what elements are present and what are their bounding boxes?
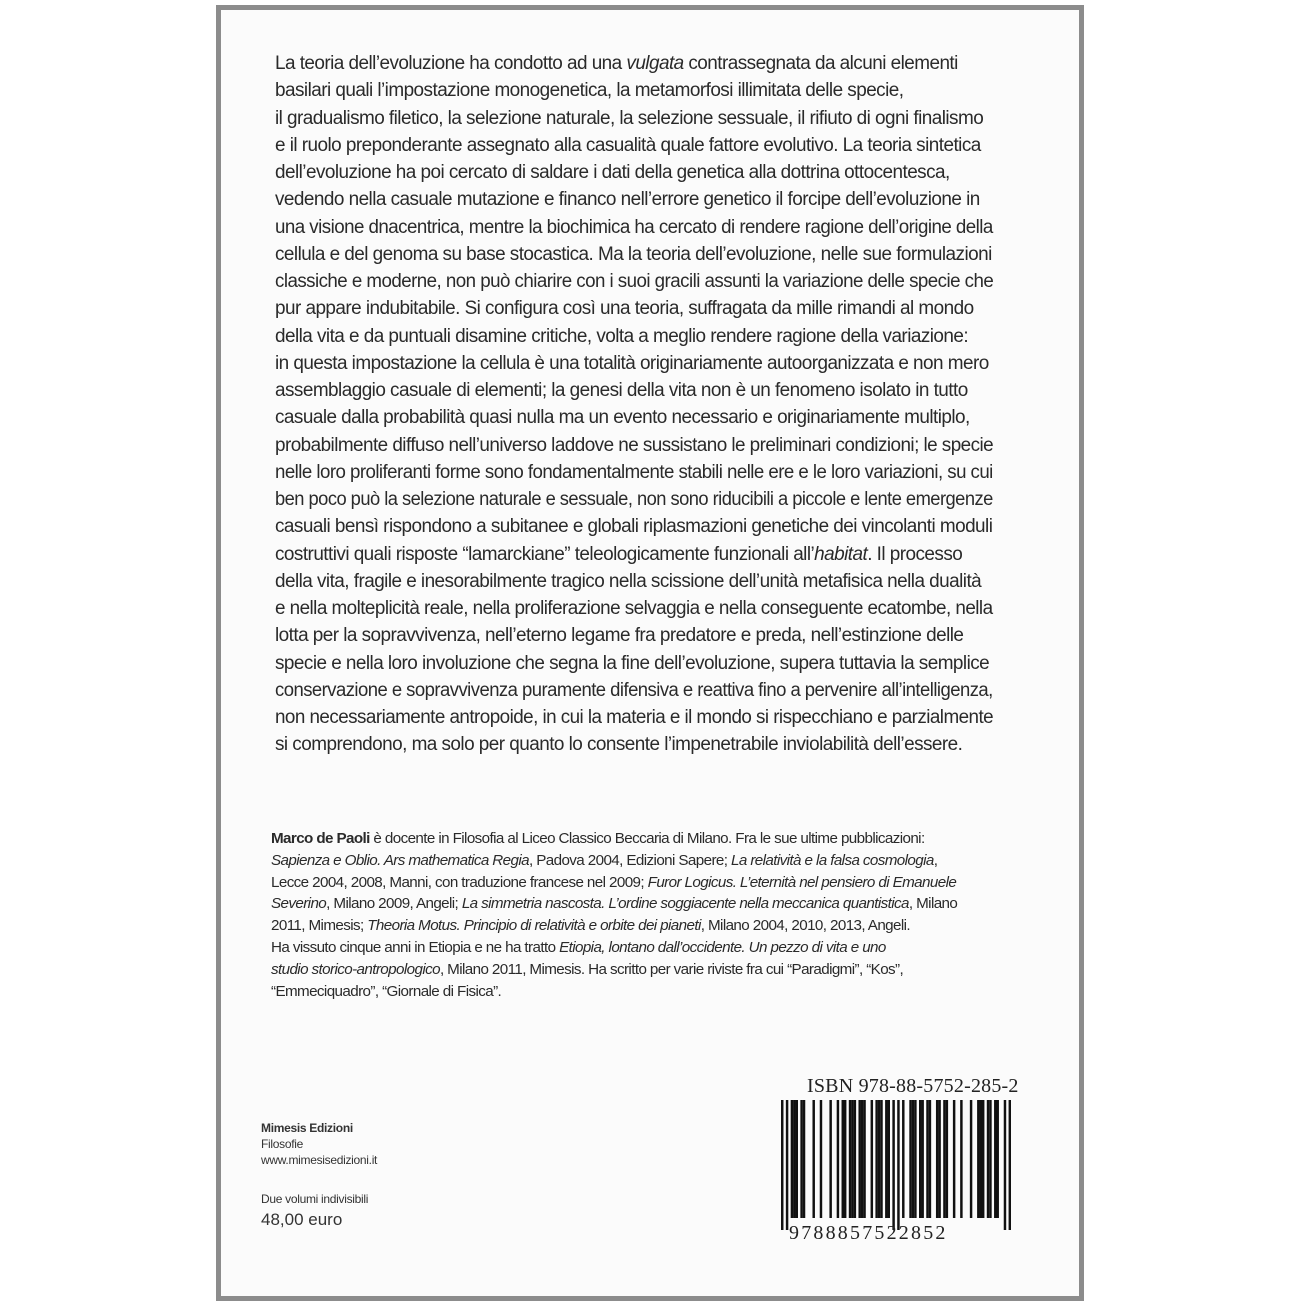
barcode-bar — [902, 1100, 904, 1218]
italic-title: La simmetria nascosta. L’ordine soggiacente nella meccanica quantistica — [461, 895, 909, 913]
blurb-line: La teoria dell’evoluzione ha condotto ad una vulgata contrassegnata da alcuni elementi — [275, 53, 958, 74]
italic-title: habitat — [814, 543, 868, 565]
bio-line: “Emmeciquadro”, “Giornale di Fisica”. — [271, 982, 502, 1000]
barcode-bar — [820, 1100, 822, 1218]
publisher-website: www.mimesisedizioni.it — [261, 1153, 378, 1167]
blurb-line: specie e nella loro involuzione che segna la fine dell’evoluzione, supera tuttavia la semplice — [275, 652, 990, 674]
price-note: Due volumi indivisibili — [261, 1192, 369, 1206]
italic-title: Sapienza e Oblio. Ars mathematica Regia — [271, 851, 529, 869]
italic-title: La relatività e la falsa cosmologia — [731, 851, 934, 869]
barcode-bar — [1004, 1100, 1006, 1230]
barcode-bar — [781, 1100, 783, 1230]
bio-line: 2011, Mimesis; Theoria Motus. Principio di relatività e orbite dei pianeti, Milano 2004, 2010, 2013, Angeli. — [271, 917, 911, 935]
italic-title: Severino — [271, 895, 327, 913]
barcode-bar — [861, 1100, 863, 1218]
bio-line: studio storico-antropologico, Milano 2011, Mimesis. Ha scritto per varie riviste fra cui “Paradigmi”, “Kos”, — [271, 960, 904, 978]
barcode-bar — [953, 1100, 955, 1218]
bio-line: Lecce 2004, 2008, Manni, con traduzione francese nel 2009; Furor Logicus. L’eternità nel pensiero di Emanuele — [271, 873, 957, 891]
price-block — [261, 1192, 368, 1230]
price: 48,00 euro — [261, 1210, 343, 1229]
bio-line: Sapienza e Oblio. Ars mathematica Regia, Padova 2004, Edizioni Sapere; La relatività e la falsa cosmologia, — [271, 851, 938, 869]
blurb-line: lotta per la sopravvivenza, nell’eterno legame fra predatore e preda, nell’estinzione delle — [275, 625, 964, 647]
barcode-bar — [871, 1100, 873, 1218]
italic-title: Theoria Motus. Principio di relatività e orbite dei pianeti — [367, 917, 701, 935]
author-bio — [271, 828, 971, 1002]
barcode-bar — [987, 1100, 989, 1218]
barcode-bar — [946, 1100, 948, 1218]
barcode-bar — [786, 1100, 788, 1230]
barcode-bar — [996, 1100, 998, 1218]
blurb-line: casuale dalla probabilità quasi nulla ma un evento necessario e originariamente multiplo, — [275, 407, 970, 429]
blurb-line: vedendo nella casuale mutazione e financo nell’errore genetico il forcipe dell’evoluzione in — [275, 189, 980, 211]
barcode-bar — [970, 1100, 972, 1218]
barcode-bar — [863, 1100, 865, 1218]
blurb-line: dell’evoluzione ha poi cercato di saldare i dati della genetica alla dottrina ottocentesca, — [275, 162, 950, 183]
barcode-bar — [960, 1100, 962, 1218]
bio-line: Severino, Milano 2009, Angeli; La simmetria nascosta. L’ordine soggiacente nella meccanica quantistica, Milano — [271, 895, 958, 913]
barcode-bar — [800, 1100, 802, 1218]
barcode-bar — [837, 1100, 839, 1218]
barcode-bar — [938, 1100, 940, 1218]
blurb-line: basilari quali l’impostazione monogenetica, la metamorfosi illimitata delle specie, — [275, 80, 904, 102]
italic-title: Furor Logicus. L’eternità nel pensiero di Emanuele — [647, 873, 957, 891]
barcode-bar — [875, 1100, 877, 1218]
barcode-bar — [858, 1100, 860, 1218]
blurb-paragraph — [275, 50, 995, 759]
barcode-bar — [880, 1100, 882, 1218]
barcode-bar — [803, 1100, 805, 1218]
barcode-bar — [994, 1100, 996, 1218]
barcode-bar — [929, 1100, 931, 1218]
barcode-bar — [909, 1100, 911, 1218]
barcode-bar — [989, 1100, 991, 1218]
blurb-line: costruttivi quali risposte “lamarckiane” teleologicamente funzionali all’habitat. Il processo — [275, 543, 963, 565]
barcode-bar — [842, 1100, 844, 1218]
blurb-line: il gradualismo filetico, la selezione naturale, la selezione sessuale, il rifiuto di ogni finalismo — [275, 107, 984, 129]
barcode-bar — [892, 1100, 894, 1230]
italic-title: vulgata — [626, 53, 684, 74]
barcode-bar — [936, 1100, 938, 1218]
barcode-bar — [851, 1100, 853, 1218]
barcode-bar — [885, 1100, 887, 1218]
isbn-label: ISBN 978-88-5752-285-2 — [807, 1075, 1019, 1097]
bio-line: Ha vissuto cinque anni in Etiopia e ne ha tratto Etiopia, lontano dall’occidente. Un pezzo di vita e uno — [271, 938, 886, 956]
barcode-bar — [980, 1100, 982, 1218]
blurb-line: pur appare indubitabile. Si configura così una teoria, suffragata da mille rimandi al mondo — [275, 298, 974, 320]
barcode-bar — [919, 1100, 921, 1218]
blurb-line: nelle loro proliferanti forme sono fondamentalmente stabili nelle ere e le loro variazioni, su cui — [275, 461, 993, 483]
barcode-bar — [914, 1100, 916, 1218]
blurb-line: assemblaggio casuale di elementi; la genesi della vita non è un fenomeno isolato in tutto — [275, 380, 968, 401]
book-back-cover — [216, 5, 1084, 1301]
blurb-line: casuali bensì rispondono a subitanee e globali riplasmazioni genetiche dei vincolanti moduli — [275, 516, 993, 538]
barcode-bar — [878, 1100, 880, 1218]
barcode-bar — [793, 1100, 795, 1218]
blurb-line: non necessariamente antropoide, in cui la materia e il mondo si rispecchiano e parzialmente — [275, 707, 994, 728]
barcode — [781, 1100, 1011, 1230]
publisher-info — [261, 1120, 377, 1168]
blurb-line: conservazione e sopravvivenza puramente difensiva e reattiva fino a pervenire all’intelligenza, — [275, 679, 993, 701]
barcode-bar — [844, 1100, 846, 1218]
barcode-digits: 9788857522852 — [789, 1222, 948, 1244]
blurb-line: si comprendono, ma solo per quanto lo consente l’impenetrabile inviolabilità dell’essere. — [275, 734, 963, 756]
blurb-line: in questa impostazione la cellula è una totalità originariamente autoorganizzata e non mero — [275, 352, 989, 374]
barcode-bar — [921, 1100, 923, 1218]
bio-line: Marco de Paoli è docente in Filosofia al Liceo Classico Beccaria di Milano. Fra le sue ultime pubblicazioni: — [271, 830, 925, 847]
barcode-bar — [897, 1100, 899, 1230]
barcode-bar — [796, 1100, 798, 1218]
barcode-bar — [791, 1100, 793, 1218]
barcode-bar — [982, 1100, 984, 1218]
barcode-bar — [829, 1100, 831, 1218]
author-name: Marco de Paoli — [271, 830, 370, 847]
blurb-line: e il ruolo preponderante assegnato alla casualità quale fattore evolutivo. La teoria sintetica — [275, 134, 981, 156]
publisher-series: Filosofie — [261, 1137, 303, 1151]
blurb-line: probabilmente diffuso nell’universo laddove ne sussistano le preliminari condizioni; le specie — [275, 434, 994, 456]
barcode-bar — [849, 1100, 851, 1218]
barcode-bar — [812, 1100, 814, 1218]
blurb-line: della vita, fragile e inesorabilmente tragico nella scissione dell’unità metafisica nella dualità — [275, 570, 982, 592]
blurb-line: della vita e da puntuali disamine critiche, volta a meglio rendere ragione della variazione: — [275, 325, 969, 347]
barcode-bar — [1009, 1100, 1011, 1230]
italic-title: Etiopia, lontano dall’occidente. Un pezzo di vita e uno — [559, 938, 886, 956]
barcode-bar — [912, 1100, 914, 1218]
blurb-line: una visione dnacentrica, mentre la biochimica ha cercato di rendere ragione dell’origine della — [275, 216, 993, 238]
publisher-name: Mimesis Edizioni — [261, 1121, 353, 1135]
barcode-bar — [926, 1100, 928, 1218]
barcode-bar — [888, 1100, 890, 1218]
blurb-line: e nella molteplicità reale, nella proliferazione selvaggia e nella conseguente ecatombe, nella — [275, 598, 993, 619]
barcode-bar — [977, 1100, 979, 1218]
blurb-line: classiche e moderne, non può chiarire con i suoi gracili assunti la variazione delle specie che — [275, 271, 994, 292]
barcode-bar — [943, 1100, 945, 1218]
italic-title: studio storico-antropologico — [271, 960, 440, 978]
barcode-bar — [854, 1100, 856, 1218]
blurb-line: ben poco può la selezione naturale e sessuale, non sono riducibili a piccole e lente emergenze — [275, 489, 993, 510]
blurb-line: cellula e del genoma su base stocastica. Ma la teoria dell’evoluzione, nelle sue formulazioni — [275, 243, 992, 265]
